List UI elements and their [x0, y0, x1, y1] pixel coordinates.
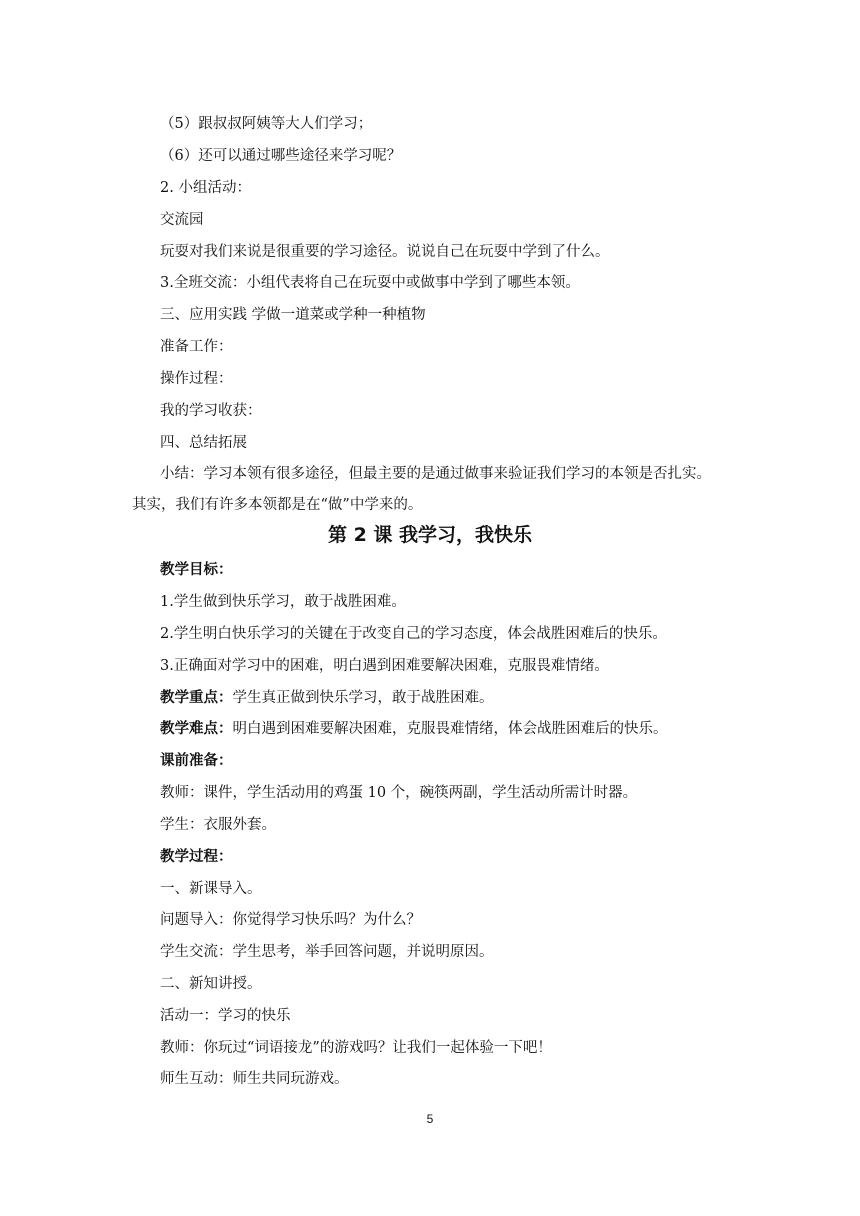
text-line: 3.全班交流：小组代表将自己在玩耍中或做事中学到了哪些本领。 [160, 275, 580, 291]
text-line: 其实，我们有许多本领都是在“做”中学来的。 [132, 497, 423, 513]
goal-item: 3.正确面对学习中的困难，明白遇到困难要解决困难，克服畏难情绪。 [160, 658, 609, 674]
difficulty-label: 教学难点： [160, 720, 233, 737]
section-heading: 四、总结拓展 [160, 435, 247, 451]
section-heading: 三、应用实践 学做一道菜或学种一种植物 [160, 307, 426, 323]
process-label: 教学过程： [160, 848, 233, 865]
text-line: 学生交流：学生思考，举手回答问题，并说明原因。 [160, 944, 494, 960]
difficulty-point [160, 719, 668, 739]
difficulty-text: 明白遇到困难要解决困难，克服畏难情绪，体会战胜困难后的快乐。 [232, 721, 668, 737]
text-line: 活动一：学习的快乐 [160, 1008, 291, 1024]
text-line: 准备工作： [160, 339, 233, 355]
text-line: 师生互动：师生共同玩游戏。 [160, 1071, 349, 1087]
text-line: 2. 小组活动： [160, 180, 251, 196]
text-line: 教师：你玩过“词语接龙”的游戏吗？让我们一起体验一下吧！ [160, 1040, 552, 1056]
text-line: （5）跟叔叔阿姨等大人们学习； [160, 116, 373, 132]
goals-label: 教学目标： [160, 561, 233, 578]
text-line: 学生：衣服外套。 [160, 817, 276, 833]
prep-label: 课前准备： [160, 752, 233, 769]
lesson-title: 第 2 课 我学习，我快乐 [327, 524, 533, 546]
text-line: 我的学习收获： [160, 403, 262, 419]
key-point [160, 688, 494, 708]
key-text: 学生真正做到快乐学习，敢于战胜困难。 [232, 690, 494, 706]
text-line: 问题导入：你觉得学习快乐吗？为什么？ [160, 912, 421, 928]
goal-item: 1.学生做到快乐学习，敢于战胜困难。 [160, 594, 406, 610]
section-heading: 一、新课导入。 [160, 881, 262, 897]
text-line: 操作过程： [160, 371, 233, 387]
text-line: （6）还可以通过哪些途径来学习呢？ [160, 148, 402, 164]
goal-item: 2.学生明白快乐学习的关键在于改变自己的学习态度，体会战胜困难后的快乐。 [160, 626, 667, 642]
key-label: 教学重点： [160, 689, 233, 706]
text-line: 教师：课件，学生活动用的鸡蛋 10 个，碗筷两副，学生活动所需计时器。 [160, 785, 638, 801]
text-line: 小结：学习本领有很多途径，但最主要的是通过做事来验证我们学习的本领是否扎实。 [160, 466, 711, 482]
page-number: 5 [426, 1112, 434, 1126]
text-line: 交流园 [160, 212, 204, 228]
text-line: 玩耍对我们来说是很重要的学习途径。说说自己在玩耍中学到了什么。 [160, 244, 610, 260]
section-heading: 二、新知讲授。 [160, 976, 262, 992]
